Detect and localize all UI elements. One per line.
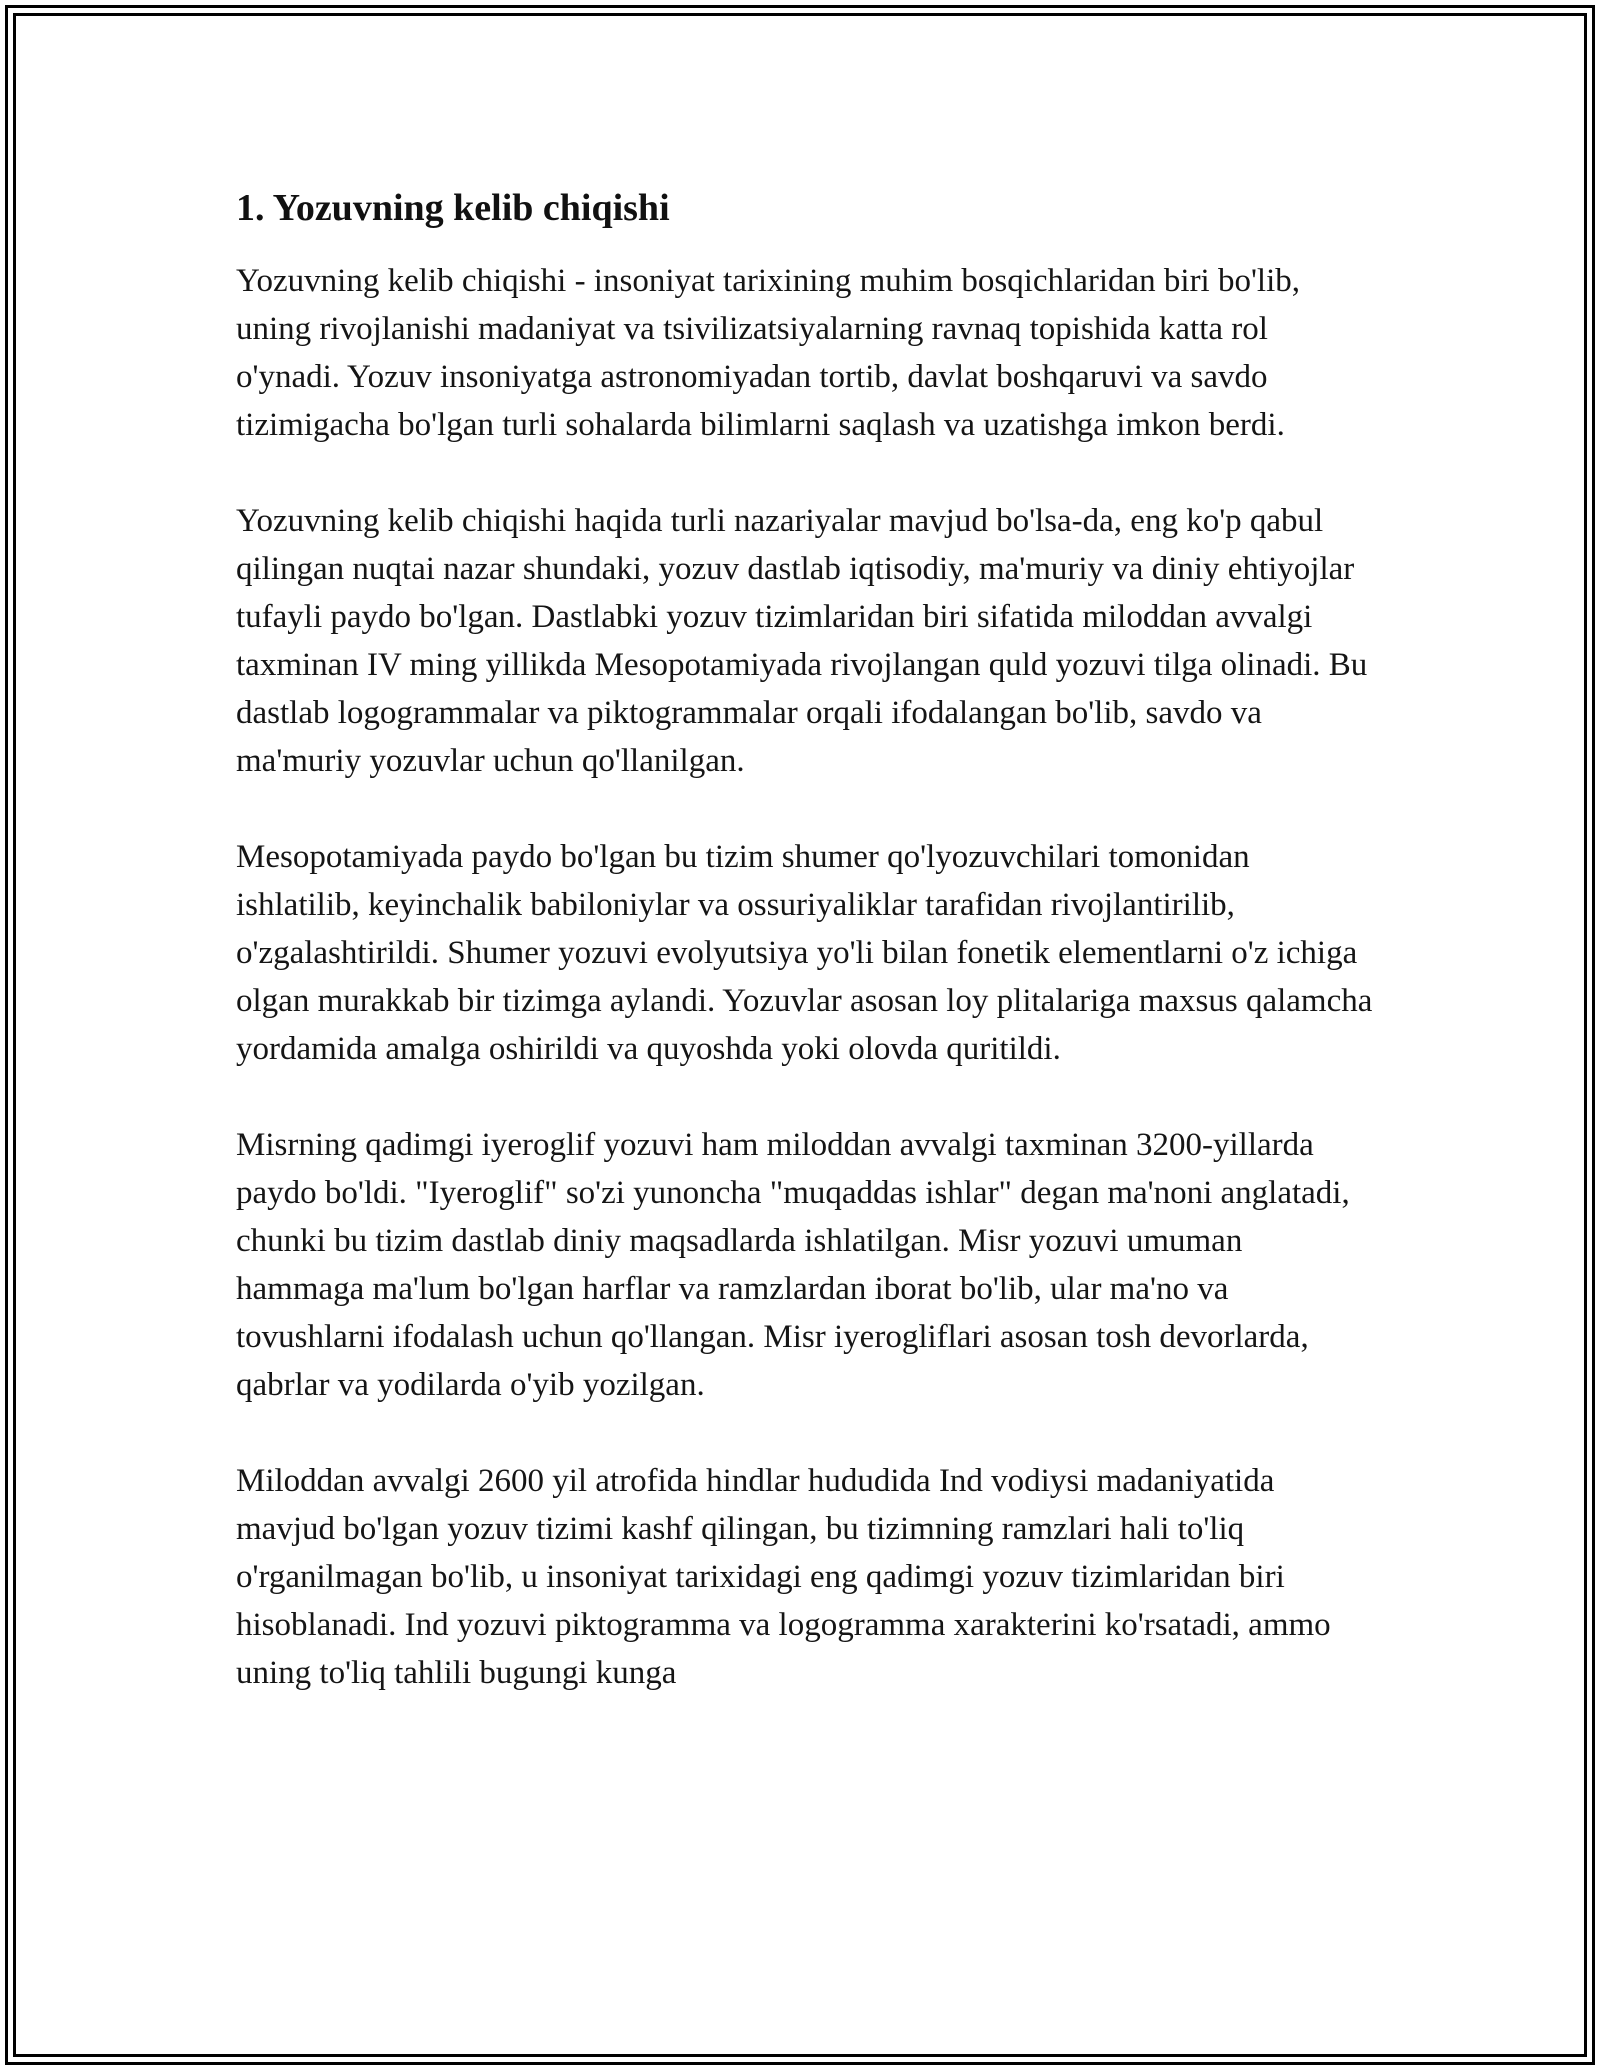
paragraph-1: Yozuvning kelib chiqishi - insoniyat tarixining muhim bosqichlaridan biri bo'lib, uning rivojlanishi madaniyat va tsivilizatsiyalarning ravnaq topishida katta rol o'ynadi. Yozuv insoniyatga astronomiyadan tortib, davlat boshqaruvi va savdo tizimigacha bo'lgan turli sohalarda bilimlarni saqlash va uzatishga imkon berdi. xyxy=(236,262,1301,443)
paragraph-4: Misrning qadimgi iyeroglif yozuvi ham miloddan avvalgi taxminan 3200-yillarda paydo bo'ldi. "Iyeroglif" so'zi yunoncha "muqaddas ishlar" degan ma'noni anglatadi, chunki bu tizim dastlab diniy maqsadlarda ishlatilgan. Misr yozuvi umuman hammaga ma'lum bo'lgan harflar va ramzlardan iborat bo'lib, ular ma'no va tovushlarni ifodalash uchun qo'llangan. Misr iyerogliflari asosan tosh devorlarda, qabrlar va yodilarda o'yib yozilgan. xyxy=(236,1126,1350,1403)
paragraph-2: Yozuvning kelib chiqishi haqida turli nazariyalar mavjud bo'lsa-da, eng ko'p qabul qilingan nuqtai nazar shundaki, yozuv dastlab iqtisodiy, ma'muriy va diniy ehtiyojlar tufayli paydo bo'lgan. Dastlabki yozuv tizimlaridan biri sifatida miloddan avvalgi taxminan IV ming yillikda Mesopotamiyada rivojlangan quld yozuvi tilga olinadi. Bu dastlab logogrammalar va piktogrammalar orqali ifodalangan bo'lib, savdo va ma'muriy yozuvlar uchun qo'llanilgan. xyxy=(236,502,1368,779)
paragraph-3: Mesopotamiyada paydo bo'lgan bu tizim shumer qo'lyozuvchilari tomonidan ishlatilib, keyinchalik babiloniylar va ossuriyaliklar tarafidan rivojlantirilib, o'zgalashtirildi. Shumer yozuvi evolyutsiya yo'li bilan fonetik elementlarni o'z ichiga olgan murakkab bir tizimga aylandi. Yozuvlar asosan loy plitalariga maxsus qalamcha yordamida amalga oshirildi va quyoshda yoki olovda quritildi. xyxy=(236,838,1373,1067)
section-heading: 1. Yozuvning kelib chiqishi xyxy=(236,187,670,229)
document-body xyxy=(236,186,1376,1697)
paragraph-5: Miloddan avvalgi 2600 yil atrofida hindlar hududida Ind vodiysi madaniyatida mavjud bo'lgan yozuv tizimi kashf qilingan, bu tizimning ramzlari hali to'liq o'rganilmagan bo'lib, u insoniyat tarixidagi eng qadimgi yozuv tizimlaridan biri hisoblanadi. Ind yozuvi piktogramma va logogramma xarakterini ko'rsatadi, ammo uning to'liq tahlili bugungi kunga xyxy=(236,1462,1331,1691)
